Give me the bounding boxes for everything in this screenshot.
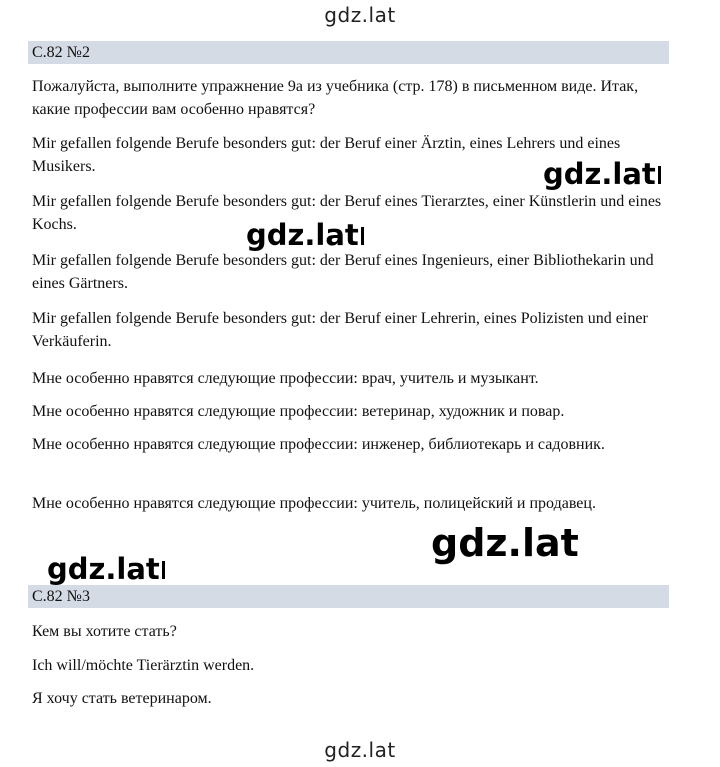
answer-paragraph-de-1: Mir gefallen folgende Berufe besonders gut: der Beruf einer Ärztin, eines Lehrers und eines Musikers. bbox=[32, 135, 621, 175]
section-header-1: С.82 №2 bbox=[28, 41, 669, 64]
site-label-top: gdz.lat bbox=[324, 3, 396, 27]
answer-paragraph-ru-4: Мне особенно нравятся следующие профессии: учитель, полицейский и продавец. bbox=[32, 495, 596, 512]
answer-paragraph-ru-1: Мне особенно нравятся следующие профессии: врач, учитель и музыкант. bbox=[32, 370, 539, 387]
answer-paragraph-ru-2: Мне особенно нравятся следующие профессии: ветеринар, художник и повар. bbox=[32, 403, 565, 420]
watermark-3: gdz.lat bbox=[431, 521, 579, 565]
exercise-instruction: Пожалуйста, выполните упражнение 9а из учебника (стр. 178) в письменном виде. Итак, какие профессии вам особенно нравятся? bbox=[32, 78, 639, 118]
answer-de: Ich will/möchte Tierärztin werden. bbox=[32, 657, 255, 674]
site-label-bottom: gdz.lat bbox=[324, 738, 396, 762]
answer-paragraph-de-4: Mir gefallen folgende Berufe besonders gut: der Beruf einer Lehrerin, eines Polizisten und einer Verkäuferin. bbox=[32, 310, 648, 350]
watermark-4: gdz.lat bbox=[47, 555, 165, 584]
watermark-1: gdz.lat bbox=[543, 160, 661, 189]
section-header-2: С.82 №3 bbox=[28, 585, 669, 608]
answer-paragraph-de-2: Mir gefallen folgende Berufe besonders gut: der Beruf eines Tierarztes, einer Künstlerin und eines Kochs. bbox=[32, 193, 662, 233]
watermark-2: gdz.lat bbox=[246, 221, 364, 250]
question-ru: Кем вы хотите стать? bbox=[32, 623, 177, 640]
answer-paragraph-de-3: Mir gefallen folgende Berufe besonders gut: der Beruf eines Ingenieurs, einer Bibliothekarin und eines Gärtners. bbox=[32, 252, 654, 292]
answer-ru: Я хочу стать ветеринаром. bbox=[32, 690, 212, 707]
answer-paragraph-ru-3: Мне особенно нравятся следующие профессии: инженер, библиотекарь и садовник. bbox=[32, 436, 605, 453]
